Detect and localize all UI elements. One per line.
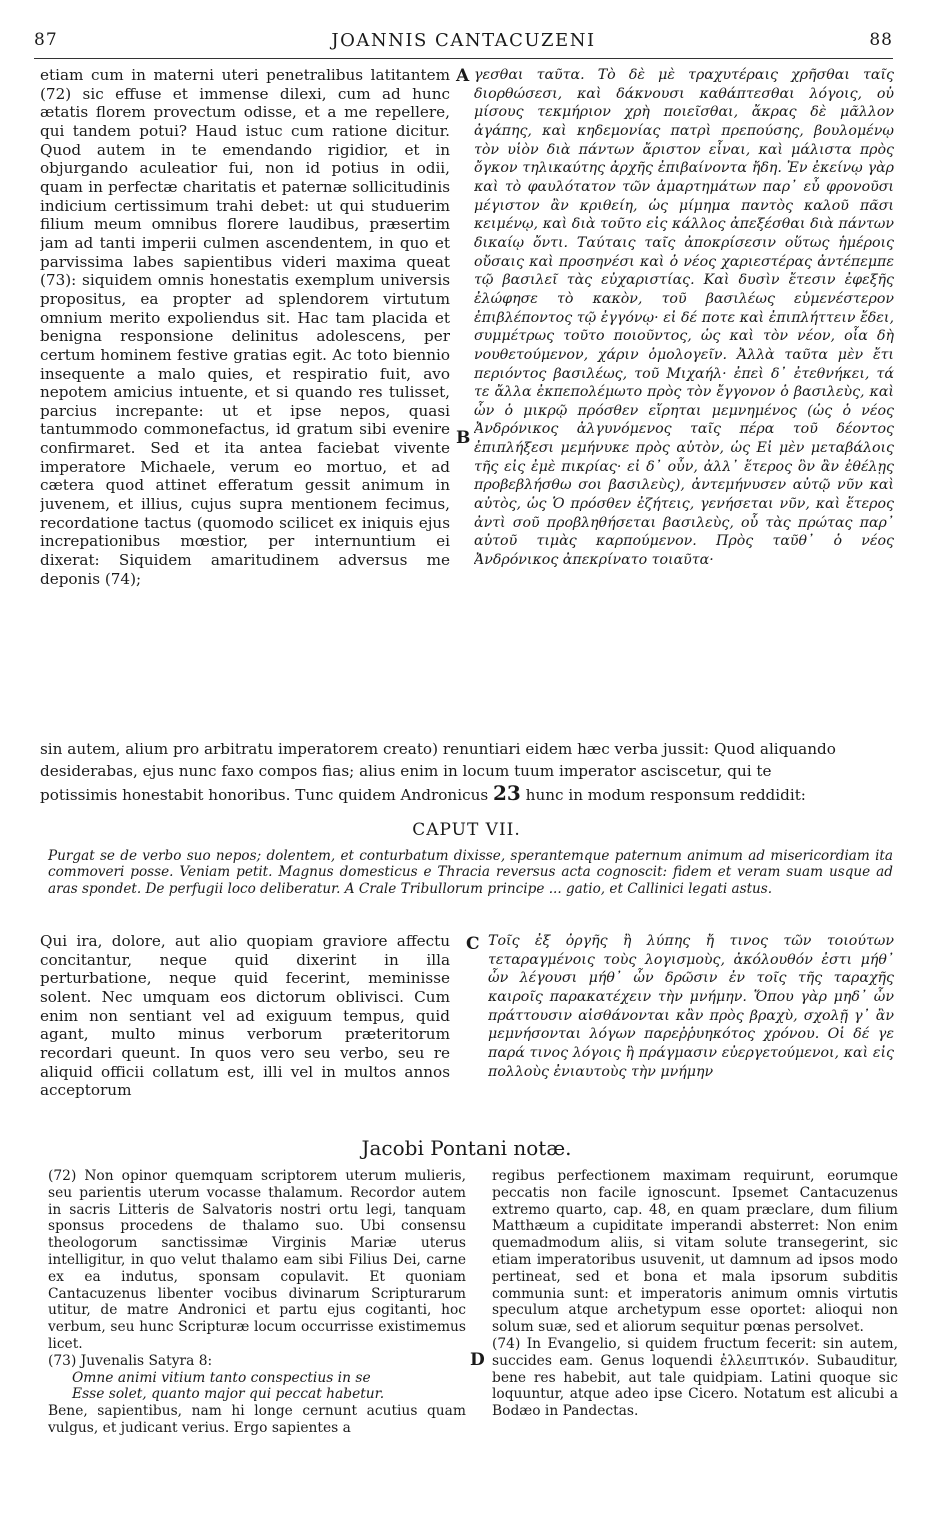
line-3-end: hunc in modum responsum reddidit: (525, 786, 806, 804)
left-page-number: 87 (34, 30, 58, 50)
full-width-line-2: desiderabas, ejus nunc faxo compos fias; alius enim in locum tuum imperator asciscetur, qui te (40, 762, 772, 780)
running-title: JOANNIS CANTACUZENI (331, 30, 596, 51)
chapter-summary: Purgat se de verbo suo nepos; dolentem, et conturbatum dixisse, sperantemque paternum animum ad misericordiam ita commoveri posse. Veniam petit. Magnus domesticus e Thracia reversus acta cognoscit: fidem et veram suam usque ad aras spondet. De perfugii loco deliberatur. A Crale Tribullorum principe ... gatio, et Callinici legati astus. (48, 848, 893, 897)
latin-column-top: etiam cum in materni uteri penetralibus latitantem (72) sic effuse et immense dilexi, cum ad hunc ætatis florem provectum odisse, et a me repellere, qui tandem potui? Haud istuc cum ratione dicitur. Quod autem in te emendando rigidior, et in objurgando aculeatior fui, non id potius in odii, quam in perfectæ charitatis et paternæ sollicitudinis indicium certissimum trahi debet: ut qui studuerim filium meum omnibus florere laudibus, præsertim jam ad tanti imperii culmen ascendentem, in quo et parvissima labes sapientibus videri maxima queat (73): siquidem omnis honestatis exemplum universis propositus, ea propter ad splendorem virtutum omnium merito expoliendus sit. Hac tam placida et benigna responsione delinitus adolescens, per certum hominem festive gratias egit. Ac toto biennio insequente a malo quies, et respiratio fuit, avo nepotem amicius intuente, et si quando res tulisset, parcius increpante: ut et ipse nepos, quasi tantummodo commonefactus, id gratum sibi evenire confirmaret. Sed et ita antea faciebat vivente imperatore Michaele, verum eo mortuo, et ad cætera quod attinet efferatum gessit animum in juvenem, et illius, cujus supra mentionem fecimus, recordatione tactus (quomodo scilicet ex iniquis ejus increpationibus mœstior, per internuntium ei dixerat: Siquidem amaritudinem adversus me deponis (74); (40, 66, 450, 588)
note-73-comment: Bene, sapientibus, nam hi longe cernunt acutius quam vulgus, et judicant verius. Ergo sapientes a (48, 1403, 466, 1436)
margin-marker-c: C (466, 934, 480, 954)
margin-marker-b: B (456, 428, 471, 448)
full-width-line-1: sin autem, alium pro arbitratu imperatorem creato) renuntiari eidem hæc verba jussit: Quod aliquando (40, 740, 836, 758)
margin-marker-d: D (470, 1350, 485, 1370)
page-marker-23: 23 (492, 781, 521, 805)
juvenal-verse-2: Esse solet, quanto major qui peccat habetur. (72, 1386, 385, 1403)
full-width-line-3 (40, 781, 893, 805)
header-rule (34, 58, 893, 59)
line-3-start: potissimis honestabit honoribus. Tunc quidem Andronicus (40, 786, 489, 804)
note-73-continued: regibus perfectionem maximam requirunt, eorumque peccatis non facile ignoscunt. Ipsemet Cantacuzenus extremo quarto, cap. 48, en quam præclare, dum filium Matthæum a cupiditate imperandi absterret: Non enim quemadmodum aliis, si vitam solute transegerint, sic etiam imperatoribus usuvenit, ut damnum ad ipsos modo pertineat, sed et bona et mala ipsorum subditis communia sunt: et imperatoris animum omnis virtutis speculum atque archetypum esse oportet: alioqui non solum suæ, sed et aliorum sequitur pœnas persolvet. (492, 1168, 898, 1336)
chapter-heading: CAPUT VII. (412, 820, 521, 840)
note-74: (74) In Evangelio, si quidem fructum fecerit: sin autem, succides eam. Genus loquendi ἐλλειπτικόν. Subauditur, bene res habebit, aut tale quidpiam. Latini quoque sic loquuntur, atque adeo ipse Cicero. Notatum est alicubi a Bodæo in Pandectas. (492, 1335, 898, 1420)
margin-marker-a: A (456, 66, 470, 86)
note-73-ref: (73) Juvenalis Satyra 8: (48, 1352, 213, 1369)
latin-column-mid: Qui ira, dolore, aut alio quopiam graviore affectu concitantur, neque quid dixerint in illa perturbatione, neque quid fecerint, meminisse solent. Nec umquam eos dictorum oblivisci. Cum enim non sentiant vel ad exiguum tempus, quid agant, multo minus verborum præteritorum recordari queunt. In quos vero seu verbo, seu re aliquid officii collatum est, illi vel in multos annos acceptorum (40, 932, 450, 1100)
right-page-number: 88 (869, 30, 893, 50)
notes-right-column (492, 1168, 898, 1498)
note-72: (72) Non opinor quemquam scriptorem uterum mulieris, seu parientis uterum vocasse thalamum. Recordor autem in sacris Litteris de Salvatoris nostri ortu legi, tanquam sponsus procedens de thalamo suo. Ubi consensu theologorum sanctissimæ Virginis Mariæ uterus intelligitur, in quo velut thalamo eam sibi Filius Dei, carne ex ea indutus, sponsam copulavit. Et quoniam Cantacuzenus libenter vocibus divinarum Scripturarum utitur, de matre Andronici et partu ejus cogitanti, hoc verbum, seu hunc Scripturæ locum occurrisse existimemus licet. (48, 1168, 466, 1352)
notes-title: Jacobi Pontani notæ. (361, 1136, 572, 1160)
running-header (34, 30, 893, 54)
juvenal-verse-1: Omne animi vitium tanto conspectius in se (72, 1369, 371, 1386)
notes-left-column (48, 1168, 466, 1498)
greek-column-top: γεσθαι ταῦτα. Τὸ δὲ μὲ τραχυτέραις χρῆσθαι ταῖς διορθώσεσι, καὶ δάκνουσι καθάπτεσθαι λόγοις, οὐ μίσους τεκμήριον χρὴ ποιεῖσθαι, ἄκρας δὲ μᾶλλον ἀγάπης, καὶ κηδεμονίας πατρὶ πρεπούσης, βουλομένῳ τὸν υἱὸν διὰ πάντων ἄριστον εἶναι, καὶ μάλιστα πρὸς ὄγκον τηλικαύτης ἀρχῆς ἐπιβαίνοντα ἤδη. Ἐν ἐκείνῳ γὰρ καὶ τὸ φαυλότατον τῶν ἁμαρτημάτων παρ᾽ εὖ φρονοῦσι μέγιστον ἂν κριθείη, ὡς μίμημα παντὸς καλοῦ πᾶσι κειμένῳ, καὶ διὰ τοῦτο εἰς κάλλος ἀπεξέσθαι διὰ πάντων δικαίῳ ὄντι. Ταύταις ταῖς ἀποκρίσεσιν οὕτως ἡμέροις οὔσαις καὶ προσηνέσι καὶ ὁ νέος χαριεστέρας ἀντέπεμπε τῷ βασιλεῖ τὰς εὐχαριστίας. Καὶ δυσὶν ἔτεσιν ἐφεξῆς ἐλώφησε τὸ κακὸν, τοῦ βασιλέως εὐμενέστερον ἐπιβλέποντος τῷ ἐγγόνῳ· εἰ δέ ποτε καὶ ἐπιπλήττειν ἔδει, συμμέτρως τοῦτο ποιοῦντος, ὡς καὶ τὸν νέον, οἷα δὴ νουθετούμενον, χάριν ὁμολογεῖν. Ἀλλὰ ταῦτα μὲν ἔτι περιόντος βασιλέως, τοῦ Μιχαήλ· ἐπεὶ δ᾽ ἐτεθνήκει, τά τε ἄλλα ἐκπεπολέμωτο πρὸς τὸν ἔγγονον ὁ βασιλεὺς, καὶ ὧν ὁ μικρῷ πρόσθεν εἴρηται μεμνημένος (ὡς ὁ νέος Ἀνδρόνικος ἀλγυνόμενος ταῖς πέρα τοῦ δέοντος ἐπιπλήξεσι μεμήνυκε πρὸς αὐτὸν, ὡς Εἰ μὲν μεταβάλοις τῆς εἰς ἐμὲ πικρίας· εἰ δ᾽ οὖν, ἀλλ᾽ ἕτερος ὃν ἂν ἐθέλῃς προβεβλήσθω σοι βασιλεὺς), ἀντεμήνυσεν αὐτῷ νῦν καὶ αὐτὸς, ὡς Ὁ πρόσθεν ἐζήτεις, γενήσεται νῦν, καὶ ἕτερος ἀντὶ σοῦ προβληθήσεται βασιλεὺς, οὗ τὰς πρώτας παρ᾽ αὐτοῦ τιμὰς καρπούμενον. Πρὸς ταῦθ᾽ ὁ νέος Ἀνδρόνικος ἀπεκρίνατο τοιαῦτα· (474, 67, 894, 569)
greek-column-mid: Τοῖς ἐξ ὀργῆς ἢ λύπης ἤ τινος τῶν τοιούτων τεταραγμένοις τοὺς λογισμοὺς, ἀκόλουθόν ἐστι μήθ᾽ ὧν λέγουσι μήθ᾽ ὧν δρῶσιν ἐν τοῖς τῆς ταραχῆς καιροῖς παρακατέχειν τὴν μνήμην. Ὅπου γὰρ μηδ᾽ ὧν πράττουσιν αἰσθάνονται κἂν πρὸς βραχὺ, σχολῇ γ᾽ ἂν μεμνήσονται λόγων παρεῤῥυηκότος χρόνου. Οἱ δέ γε παρά τινος λόγοις ἢ πράγμασιν εὐεργετούμενοι, καὶ εἰς πολλοὺς ἐνιαυτοὺς τὴν μνήμην (488, 933, 894, 1080)
